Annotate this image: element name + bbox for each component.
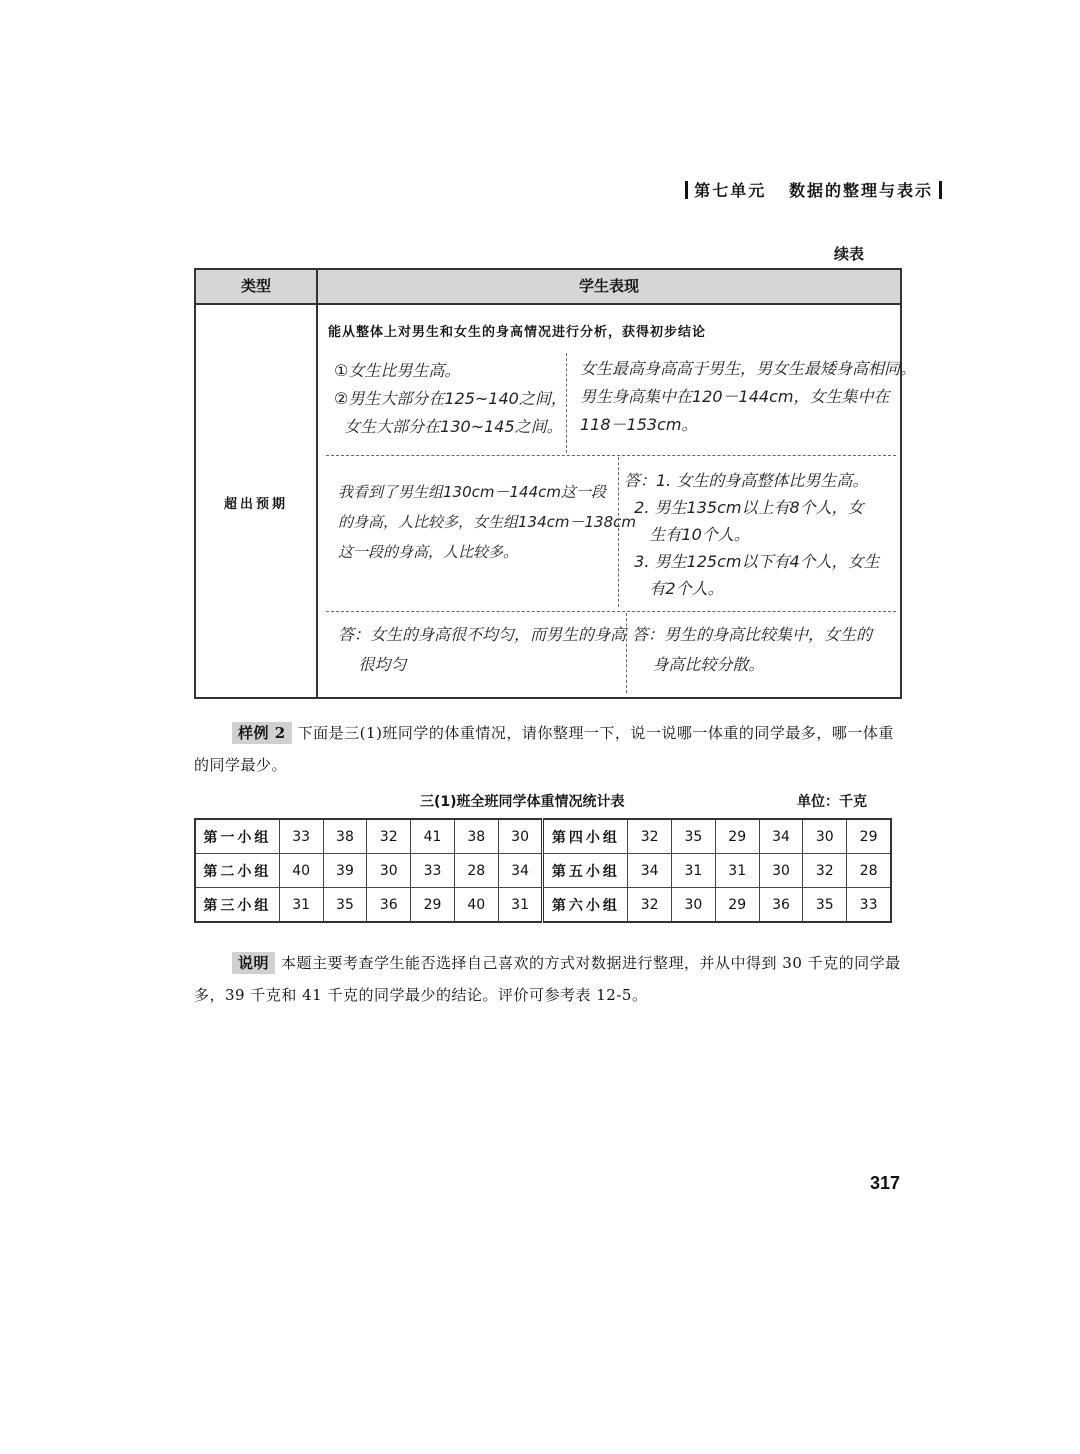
weight-value: 40 [454, 888, 498, 923]
sample2-text: 下面是三(1)班同学的体重情况，请你整理一下，说一说哪一体重的同学最多，哪一体重的同学最少。 [194, 724, 894, 774]
weight-value: 35 [323, 888, 367, 923]
performance-cell [318, 305, 917, 697]
weight-value: 33 [279, 819, 323, 854]
weight-value: 36 [367, 888, 411, 923]
handwritten-answer-1: ①女生比男生高。 ②男生大部分在125~140之间， 女生大部分在130~145之间。 [334, 361, 567, 436]
group-name: 第六小组 [543, 888, 628, 923]
note-text: 本题主要考查学生能否选择自己喜欢的方式对数据进行整理，并从中得到 30 千克的同学最多，39 千克和 41 千克的同学最少的结论。评价可参考表 12-5。 [194, 954, 901, 1004]
group-name: 第三小组 [195, 888, 279, 923]
weight-value: 31 [715, 854, 759, 888]
sample2-tag: 样例 2 [232, 722, 292, 744]
weight-value: 32 [803, 854, 847, 888]
header-performance: 学生表现 [578, 277, 639, 295]
page-number: 317 [870, 1173, 901, 1193]
divider-horizontal-2 [326, 611, 896, 612]
divider-vertical-1 [566, 353, 567, 453]
weight-value: 29 [847, 819, 891, 854]
weight-value: 34 [628, 854, 672, 888]
weight-value: 31 [672, 854, 716, 888]
weight-table-caption: 三(1)班全班同学体重情况统计表 [420, 794, 625, 810]
weight-value: 40 [279, 854, 323, 888]
weight-value: 29 [411, 888, 455, 923]
weight-value: 30 [672, 888, 716, 923]
type-cell [196, 305, 318, 697]
weight-table-unit: 单位：千克 [797, 794, 867, 810]
running-header [679, 178, 948, 201]
weight-value: 38 [323, 819, 367, 854]
weight-value: 32 [628, 888, 672, 923]
weight-value: 36 [759, 888, 803, 923]
weight-value: 34 [498, 854, 543, 888]
header-bar-right [939, 181, 942, 199]
weight-table [194, 818, 892, 923]
continued-label: 续表 [833, 245, 864, 263]
group-name: 第二小组 [195, 854, 279, 888]
weight-value: 35 [803, 888, 847, 923]
handwritten-answer-3: 我看到了男生组130cm－144cm这一段 的身高，人比较多，女生组134cm－138cm 这一段的身高，人比较多。 [338, 483, 636, 561]
sample2-paragraph [194, 717, 904, 781]
weight-value: 28 [454, 854, 498, 888]
divider-vertical-2 [618, 457, 619, 607]
handwritten-answer-2: 女生最高身高高于男生，男女生最矮身高相同。 男生身高集中在120－144cm，女生集中在 118－153cm。 [580, 359, 917, 434]
performance-intro: 能从整体上对男生和女生的身高情况进行分析，获得初步结论 [328, 325, 707, 340]
performance-table-header [196, 270, 900, 305]
group-name: 第一小组 [195, 819, 279, 854]
handwritten-answer-5: 答：女生的身高很不均匀，而男生的身高 很均匀 [338, 625, 627, 674]
weight-value: 30 [803, 819, 847, 854]
weight-value: 32 [367, 819, 411, 854]
table-row [195, 854, 891, 888]
weight-value: 38 [454, 819, 498, 854]
weight-value: 30 [367, 854, 411, 888]
weight-value: 41 [411, 819, 455, 854]
handwritten-answer-6: 答：男生的身高比较集中，女生的 身高比较分散。 [632, 625, 873, 674]
weight-value: 35 [672, 819, 716, 854]
group-name: 第五小组 [543, 854, 628, 888]
header-bar-left [685, 181, 688, 199]
header-unit: 第七单元 [694, 181, 767, 200]
handwritten-answer-4: 答：1. 女生的身高整体比男生高。 2. 男生135cm以上有8个人，女 生有10个人。 3. 男生125cm以下有4个人，女生 有2个人。 [624, 471, 880, 598]
weight-value: 30 [759, 854, 803, 888]
divider-horizontal-1 [326, 455, 896, 456]
note-paragraph [194, 947, 904, 1011]
weight-value: 28 [847, 854, 891, 888]
header-type: 类型 [196, 270, 318, 303]
weight-value: 32 [628, 819, 672, 854]
weight-value: 29 [715, 819, 759, 854]
performance-table [194, 268, 917, 699]
weight-value: 31 [279, 888, 323, 923]
weight-value: 33 [847, 888, 891, 923]
weight-value: 31 [498, 888, 543, 923]
weight-value: 34 [759, 819, 803, 854]
weight-value: 30 [498, 819, 543, 854]
weight-value: 33 [411, 854, 455, 888]
type-label: 超出预期 [223, 497, 288, 512]
table-row [195, 819, 891, 854]
weight-value: 39 [323, 854, 367, 888]
divider-vertical-3 [626, 613, 627, 693]
group-name: 第四小组 [543, 819, 628, 854]
weight-value: 29 [715, 888, 759, 923]
header-title: 数据的整理与表示 [788, 181, 933, 200]
note-tag: 说明 [232, 952, 275, 974]
table-row [195, 888, 891, 923]
